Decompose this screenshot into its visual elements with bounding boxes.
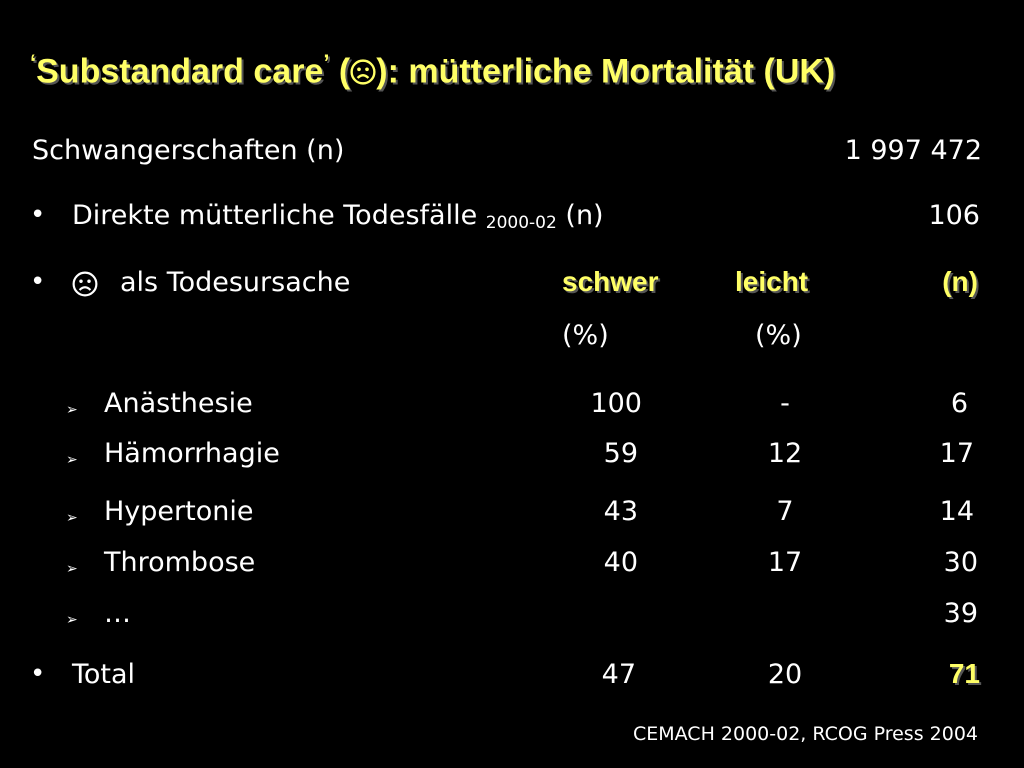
title-paren-open: (	[329, 52, 351, 91]
unit-severe: (%)	[562, 320, 609, 351]
total-n: 71	[948, 658, 980, 689]
cause-label: als Todesursache	[120, 267, 351, 298]
unit-mild: (%)	[755, 320, 802, 351]
source-citation: CEMACH 2000-02, RCOG Press 2004	[632, 723, 978, 745]
row-n: 17	[939, 438, 974, 469]
col-header-severe: schwer	[562, 266, 659, 297]
total-severe: 47	[601, 659, 636, 690]
row-mild: -	[780, 388, 790, 419]
row-n: 6	[950, 388, 968, 419]
frown-face-icon	[350, 59, 376, 85]
bullet: •	[30, 200, 46, 230]
total-mild: 20	[767, 659, 803, 690]
row-mild: 17	[767, 547, 803, 578]
direct-deaths-text: Direkte mütterliche Todesfälle	[72, 200, 478, 231]
direct-deaths-value: 106	[928, 200, 980, 231]
title-main: Substandard care	[36, 52, 324, 91]
row-label: Hämorrhagie	[104, 438, 280, 469]
row-mild: 7	[776, 496, 794, 527]
frown-face-icon	[72, 271, 98, 297]
row-severe: 43	[603, 496, 638, 527]
direct-deaths-suffix: (n)	[565, 200, 604, 231]
arrow-bullet-icon: ➢	[66, 612, 78, 628]
col-header-mild: leicht	[735, 266, 809, 297]
row-label: Hypertonie	[104, 496, 254, 527]
title-open-quote: ‘	[30, 50, 37, 75]
row-label: Anästhesie	[104, 388, 253, 419]
bullet: •	[30, 659, 46, 689]
title-rest: ): mütterliche Mortalität (UK)	[376, 52, 836, 91]
slide-title	[30, 50, 835, 91]
row-n: 30	[943, 547, 978, 578]
total-label: Total	[72, 659, 136, 690]
arrow-bullet-icon: ➢	[66, 510, 78, 526]
direct-deaths-label	[72, 200, 604, 233]
pregnancies-value: 1 997 472	[844, 135, 982, 166]
row-severe: 40	[603, 547, 638, 578]
direct-deaths-period: 2000-02	[485, 213, 557, 233]
row-label: …	[104, 598, 131, 629]
col-header-n: (n)	[942, 266, 978, 297]
title-close-quote: ’	[323, 50, 330, 75]
row-n: 14	[939, 496, 974, 527]
arrow-bullet-icon: ➢	[66, 402, 78, 418]
arrow-bullet-icon: ➢	[66, 452, 78, 468]
row-severe: 59	[603, 438, 638, 469]
row-n: 39	[943, 598, 978, 629]
row-severe: 100	[590, 388, 642, 419]
arrow-bullet-icon: ➢	[66, 561, 78, 577]
bullet: •	[30, 267, 46, 297]
row-label: Thrombose	[104, 547, 256, 578]
row-mild: 12	[767, 438, 803, 469]
pregnancies-label: Schwangerschaften (n)	[32, 135, 345, 166]
